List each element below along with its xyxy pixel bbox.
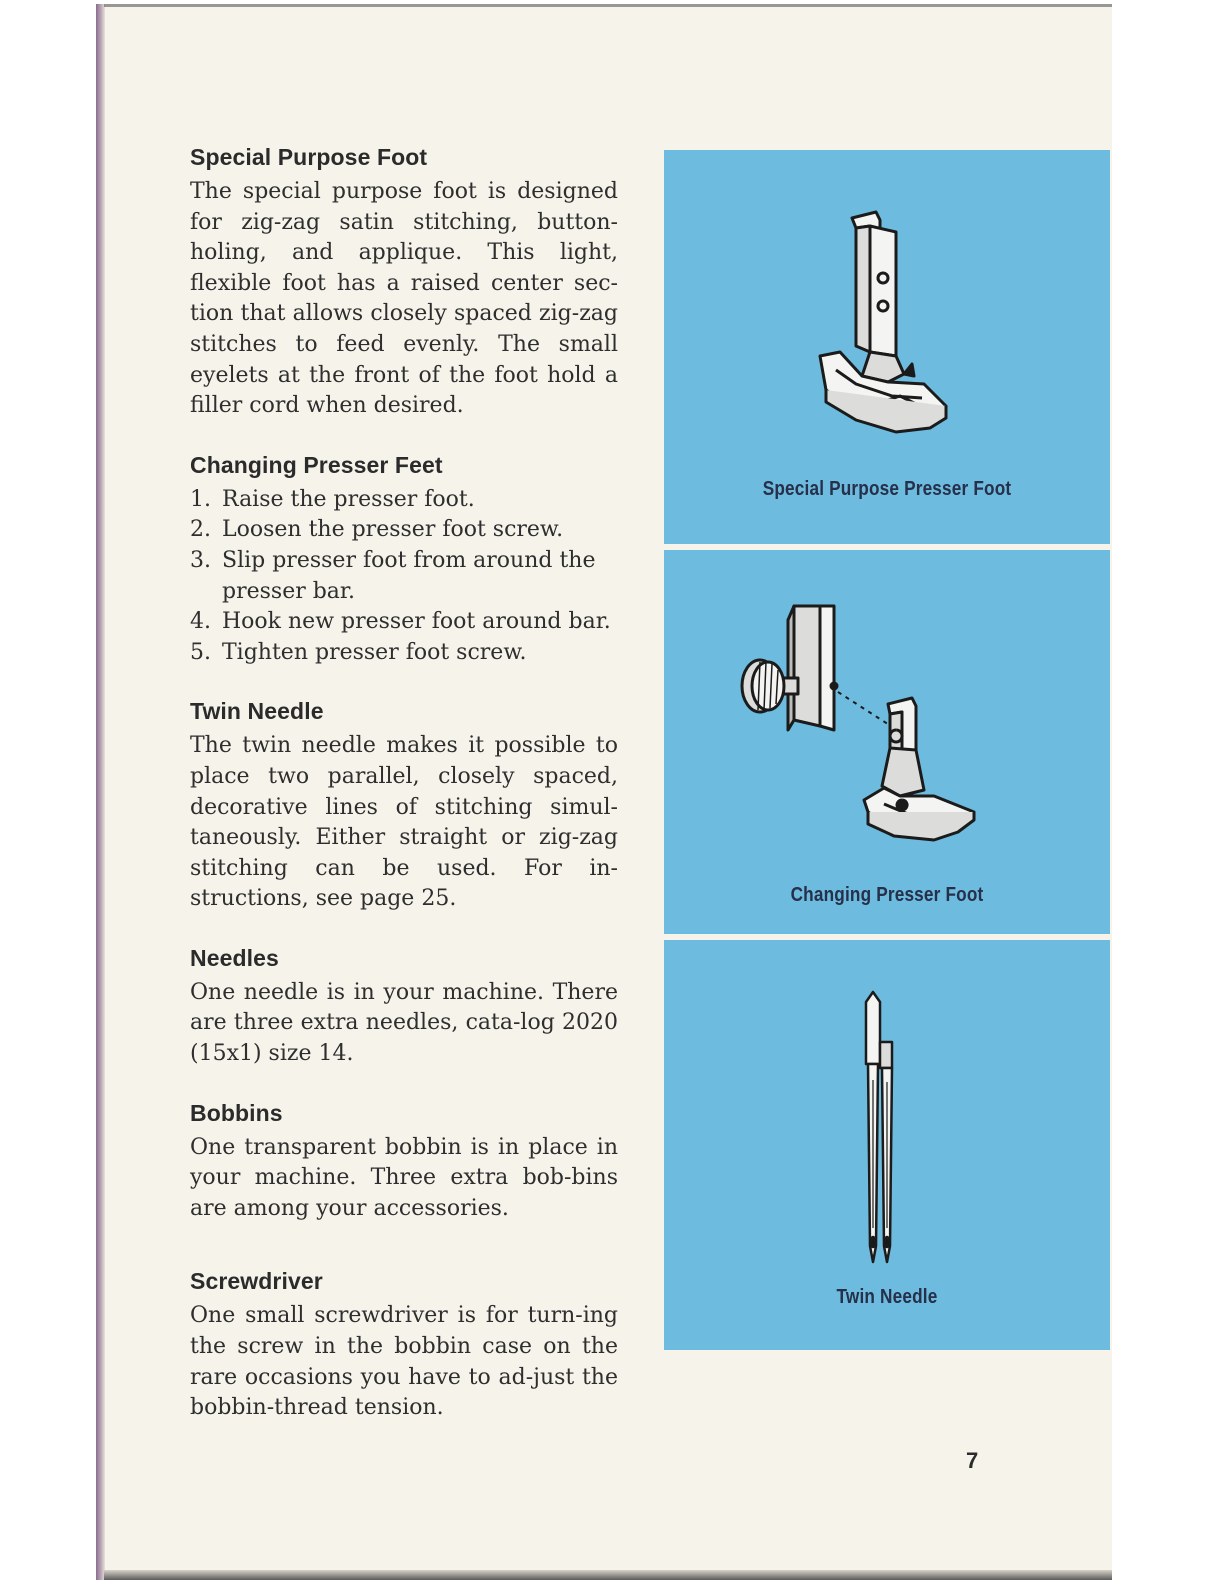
page-spine [96, 4, 105, 1580]
section-body: The special purpose foot is designed for zig-zag satin stitching, button-holing, and applique. This light, flexible foot has a raised center sec-tion that allows closely spaced zig-zag stitches to feed evenly. The small eyelets at the front of the foot hold a filler cord when desired. [190, 179, 618, 419]
steps-list [190, 485, 618, 669]
step-item: 5. Tighten presser foot screw. [190, 639, 527, 665]
section-heading: Special Purpose Foot [190, 144, 428, 170]
figure-caption: Changing Presser Foot [790, 884, 984, 906]
section-needles [190, 945, 618, 1070]
figure-caption: Twin Needle [836, 1286, 938, 1308]
manual-page [96, 4, 1112, 1580]
figure-caption: Special Purpose Presser Foot [762, 478, 1012, 500]
figure-special-purpose-presser-foot [664, 150, 1110, 544]
bottom-edge [104, 1570, 1112, 1580]
step-item: 4. Hook new presser foot around bar. [190, 609, 611, 635]
section-body: One needle is in your machine. There are three extra needles, cata-log 2020 (15x1) size 14. [190, 979, 618, 1067]
section-body: One transparent bobbin is in place in your machine. Three extra bob-bins are among your accessories. [190, 1134, 618, 1221]
section-body: The twin needle makes it possible to place two parallel, closely spaced, decorative lines of stitching simul-taneously. Either straight or zig-zag stitching can be used. For in-structions, see page 25. [190, 733, 618, 912]
text-column [190, 144, 618, 1454]
section-heading: Needles [190, 944, 279, 971]
section-changing-presser-feet [190, 452, 618, 669]
section-special-purpose-foot [190, 144, 618, 422]
section-heading: Changing Presser Feet [190, 451, 443, 478]
figure-panels [664, 150, 1110, 1350]
step-item: 3. Slip presser foot from around the presser bar. [190, 547, 596, 604]
section-heading: Twin Needle [190, 698, 324, 725]
top-edge [104, 4, 1112, 7]
special-purpose-presser-foot-icon [796, 206, 976, 446]
section-heading: Bobbins [190, 1099, 283, 1126]
changing-presser-foot-icon [734, 600, 1034, 860]
figure-changing-presser-foot [664, 550, 1110, 934]
section-heading: Screwdriver [190, 1268, 323, 1295]
page-number: 7 [966, 1448, 979, 1473]
section-screwdriver [190, 1268, 618, 1423]
section-body: One small screwdriver is for turn-ing the screw in the bobbin case on the rare occasions you have to ad-just the bobbin-thread tension. [190, 1303, 618, 1421]
section-twin-needle [190, 698, 618, 915]
step-item: 1. Raise the presser foot. [190, 486, 475, 512]
figure-twin-needle [664, 940, 1110, 1350]
twin-needle-icon [858, 990, 918, 1270]
section-bobbins [190, 1100, 618, 1225]
step-item: 2. Loosen the presser foot screw. [190, 517, 564, 543]
